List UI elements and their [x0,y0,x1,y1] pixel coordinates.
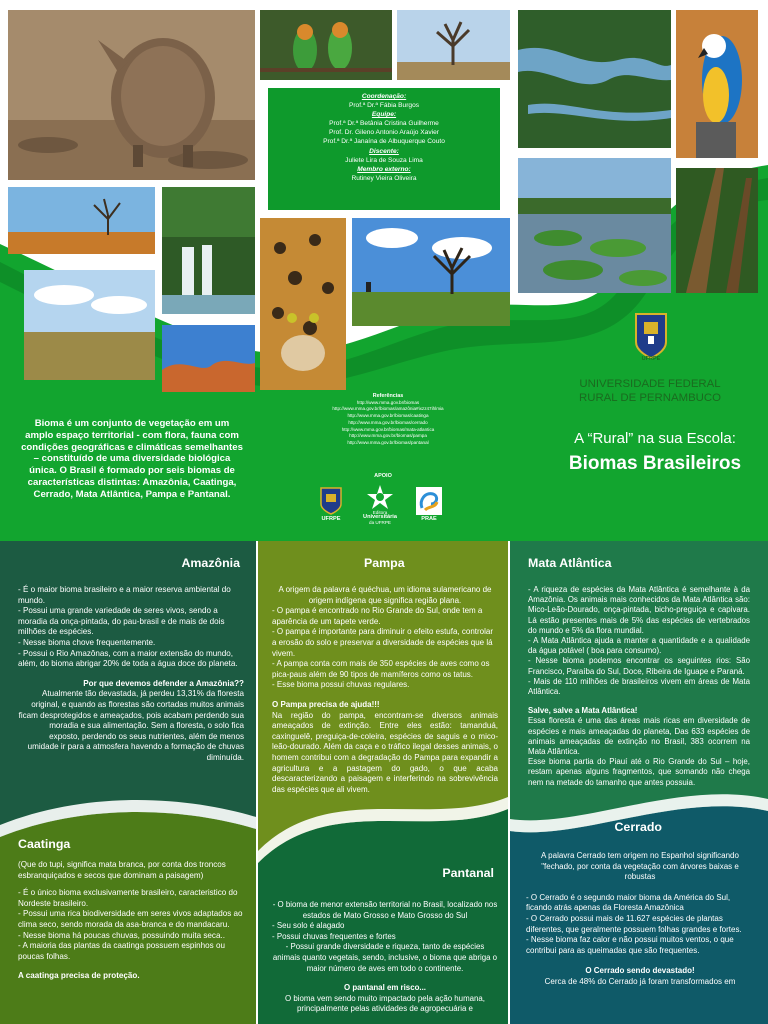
pampa-question-text: Na região do pampa, encontram-se diversos animais ameaçados de extinção. Entre eles estão: tamanduá, caxinguelê, preguiça-de-coleira, espécies de saguis e o mico-leão-dourado. Além da caça e o tráfico ilegal desses animais, o homem contribui com a degradação do Pampa para expandir a agricultura e a pastagem do gado, o que acaba descaracterizando a paisagem e interferindo na sobrevivência das espécies que ali vivem. [272,710,498,794]
references-list [308,393,468,447]
pampa-fact: - Esse bioma possui chuvas regulares. [272,680,410,690]
team-member: Prof.ª Dr.ª Janaína de Albuquerque Couto [323,138,445,146]
brochure-subtitle: A “Rural” na sua Escola: [574,430,736,447]
pampa-fact: - A pampa conta com mais de 350 espécies de aves como os pica-paus além de 90 tipos de mamíferos como os tatus. [272,659,490,679]
team-member: Prof. Dr. Gileno Antonio Araújo Xavier [329,129,439,137]
pantanal-fact: - Possui grande diversidade e riqueza, tanto de espécies animais quanto vegetais, sendo, inclusive, o bioma que abriga o maior número de aves em todo o continente. [272,942,498,973]
rock-arch-photo [162,325,255,392]
armadillo-photo [8,10,255,180]
amazonia-fact: - Possui o Rio Amazônas, com a maior extensão do mundo, além, do bioma abrigar 20% de toda a água doce do planeta. [18,648,238,669]
caatinga-text [18,860,246,982]
forest-canopy-photo [676,168,758,293]
cerrado-fact: - Nesse bioma faz calor e não possui muitos ventos, o que contribui para as queimadas que são frequentes. [526,935,734,955]
editora-support-logo [356,484,404,525]
cerrado-text [526,851,754,988]
pantanal-question-heading: O pantanal em risco... [343,983,426,993]
amazonia-title: Amazônia [181,556,240,570]
dry-tree-photo [397,10,510,80]
prae-support-logo [412,486,446,522]
prae-logo-icon [415,486,443,516]
university-name-line2: RURAL DE PERNAMBUCO [579,392,721,405]
mata-atlantica-title: Mata Atlântica [528,556,612,570]
river-aerial-photo [518,10,671,148]
caatinga-title: Caatinga [18,837,71,851]
jaguar-photo [260,218,346,390]
coordination-heading: Coordenação: [361,93,407,100]
ufrpe-support-label: UFRPE [321,516,341,522]
pantanal-fact: - O bioma de menor extensão territorial no Brasil, localizado nos estados de Mato Grosso e Mato Grosso do Sul [272,900,498,920]
mata-atlantica-fact: - A Mata Atlântica ajuda a manter a quantidade e a qualidade da água potável ( boa para consumo). [528,636,750,656]
mata-atlantica-question-heading: Salve, salve a Mata Atlântica! [528,706,638,716]
mata-atlantica-question-text: Essa floresta é uma das áreas mais ricas em diversidade de espécies e mais ameaçadas do planeta, Das 633 espécies de animais ameaçadas de extinção no Brasil, 383 ocorrem na Mata Atlântica. [528,716,750,757]
cerrado-origin: A palavra Cerrado tem origem no Espanhol significando "fechado, por conta da vegetação com árvores baixas e robustas [541,851,739,882]
external-member-heading: Membro externo: [357,165,411,173]
pampa-text [272,585,498,795]
pampa-fact: - O pampa é encontrado no Rio Grande do Sul, onde tem a aparência de um tapete verde. [272,606,483,626]
editora-label-line3: da UFRPE [369,520,391,525]
amazonia-text [18,585,244,764]
cerrado-fact: - O Cerrado possui mais de 11.627 espécies de plantas diferentes, que geralmente possuem folhas grandes e fortes. [526,913,742,934]
pampa-origin: A origem da palavra é quéchua, um idioma sulamericano de origem indígena que significa região plana. [278,585,492,605]
waterfall-photo [162,187,255,314]
reference-link[interactable]: http://www.mma.gov.br/biomas/pampa [349,433,427,439]
mata-atlantica-fact: - A riqueza de espécies da Mata Atlântica é semelhante à da Amazônia. Os animais mais conhecidos da Mata Atlântica são: Mico-Leão-Dourado, onça-pintada, bicho-preguiça e capivara. Lá estão presentes mais de 5% das espécies de vertebrados do mundo e 5% da flora mundial. [528,585,750,635]
caatinga-question-heading: A caatinga precisa de proteção. [18,971,140,981]
water-lilies-photo [518,158,671,293]
university-name [560,377,740,405]
reference-link[interactable]: http://www.mma.gov.br/biomas/cerrado [348,419,428,425]
mata-atlantica-text [528,585,750,788]
caatinga-fact: - Possui uma rica biodiversidade em seres vivos adaptados ao clima seco, sendo morada da asa-branca e do mandacaru. [18,909,243,929]
reference-link[interactable]: http://www.mma.gov.br/biomas/caatinga [347,413,429,419]
coordination-name: Prof.ª Dr.ª Fábia Burgos [348,102,420,110]
pantanal-text [272,900,498,1015]
prae-label: PRAE [421,516,437,522]
intro-text: Bioma é um conjunto de vegetação em um amplo espaço territorial - com flora, fauna com condições geográficas e climáticas semelhantes – constituído de uma diversidade biológica única. O Brasil é formado por seis biomas de características distintas: Amazônia, Caatinga, Cerrado, Mata Atlântica, Pampa e Pantanal. [21,418,243,500]
team-heading: Equipe: [371,111,397,119]
caatinga-fact: - É o único bioma exclusivamente brasileiro, caracteristico do Nordeste brasileiro. [18,888,238,908]
plain-field-photo [24,270,155,380]
external-member-name: Rutiney Vieira Oliveira [351,174,417,182]
pampa-tree-photo [352,218,510,326]
reference-link[interactable]: http://www.mma.gov.br/biomas [356,399,420,405]
caatinga-fact: - A maioria das plantas da caatinga possuem espinhos ou poucas folhas. [18,941,225,961]
amazonia-question-heading: Por que devemos defender a Amazônia?? [83,678,244,688]
brochure-title: Biomas Brasileiros [568,453,742,474]
pantanal-title: Pantanal [442,866,494,880]
cerrado-question-text: Cerca de 48% do Cerrado já foram transformados em [544,976,736,986]
pantanal-fact: - Seu solo é alagado [272,921,345,931]
reference-link[interactable]: http://www.mma.gov.br/biomas/mata-atlantica [341,426,435,432]
cerrado-title: Cerrado [614,820,662,834]
team-member: Prof.ª Dr.ª Betânia Cristina Guilherme [329,120,439,128]
caatinga-origin: (Que do tupi, significa mata branca, por conta dos troncos esbranquiçados e secos que dominam a paisagem) [18,860,226,880]
pampa-fact: - O pampa é importante para diminuir o efeito estufa, controlar a erosão do solo e preservar a diversidade de espécies que lá vivem. [272,627,493,658]
reference-link[interactable]: http://www.mma.gov.br/biomas/pantanal [347,439,429,445]
amazonia-fact: - Nesse bioma chove frequentemente. [18,637,156,647]
amazonia-question-text: Atualmente tão devastada, já perdeu 13,31% da floresta original, e quando as florestas são cortadas muitos animais ficam desprotegidos e ameaçados, pois acabam perdendo sua moradia e sua alimentação. Sem a floresta, o solo fica exposto, perdendo os seus nutrientes, além de menos umidade ir para a atmosfera havendo a formação de chuvas diminuída. [18,689,244,762]
inner-panels [0,541,768,1024]
parrots-photo [260,10,392,80]
student-heading: Discente: [369,147,399,155]
mata-atlantica-fact: - Mais de 110 milhões de brasileiros vivem em áreas de Mata Atlântica. [528,676,750,697]
pantanal-question-text: O bioma vem sendo muito impactado pela ação humana, principalmente pelas atividades de agropecuária e [284,993,485,1014]
mata-atlantica-fact: - Nesse bioma podemos encontrar os seguintes rios: São Francisco, Paraíba do Sul, Doce, Ribeira de Iguape e Paraná. [528,656,750,676]
caatinga-fact: - Nesse bioma há poucas chuvas, possuindo muita seca.. [18,930,225,940]
editora-star-icon [365,484,395,510]
pantanal-fact: - Possui chuvas frequentes e fortes [272,931,396,941]
ufrpe-crest-icon [319,486,343,516]
ufrpe-support-logo [316,486,346,522]
reference-link[interactable]: http://www.mma.gov.br/biomas/amazônia#ixzz47ihlmia [332,406,444,412]
pampa-question-heading: O Pampa precisa de ajuda!!! [272,699,380,709]
university-name-line1: UNIVERSIDADE FEDERAL [579,378,721,390]
cerrado-question-heading: O Cerrado sendo devastado! [585,966,695,976]
mata-atlantica-question-text: Esse bioma partia do Piauí até o Rio Grande do Sul – hoje, restam apenas alguns fragmentos, que somando não chega nem na metade do tamanho que antes possuia. [528,757,750,787]
credits-box [268,88,500,210]
pampa-title: Pampa [364,556,405,570]
editora-label-line1: Editora [372,510,388,515]
amazonia-fact: - É o maior bioma brasileiro e a maior reserva ambiental do mundo. [18,585,231,605]
savanna-tree-photo [8,187,155,254]
amazonia-fact: - Possui uma grande variedade de seres vivos, sendo a moradia da onça-pintada, do pau-brasil e de mais de dois milhões de espécies. [18,606,225,637]
support-heading: APOIO [374,473,392,479]
cerrado-fact: - O Cerrado é o segundo maior bioma da América do Sul, ficando atrás apenas da Floresta Amazônica [526,892,731,913]
references-heading: Referências [372,393,404,399]
student-name: Juliete Lira de Souza Lima [345,156,423,164]
university-logo-label: UFRPE [641,356,661,362]
macaw-photo [676,10,758,158]
editora-label-line2: Universitária [363,514,397,520]
